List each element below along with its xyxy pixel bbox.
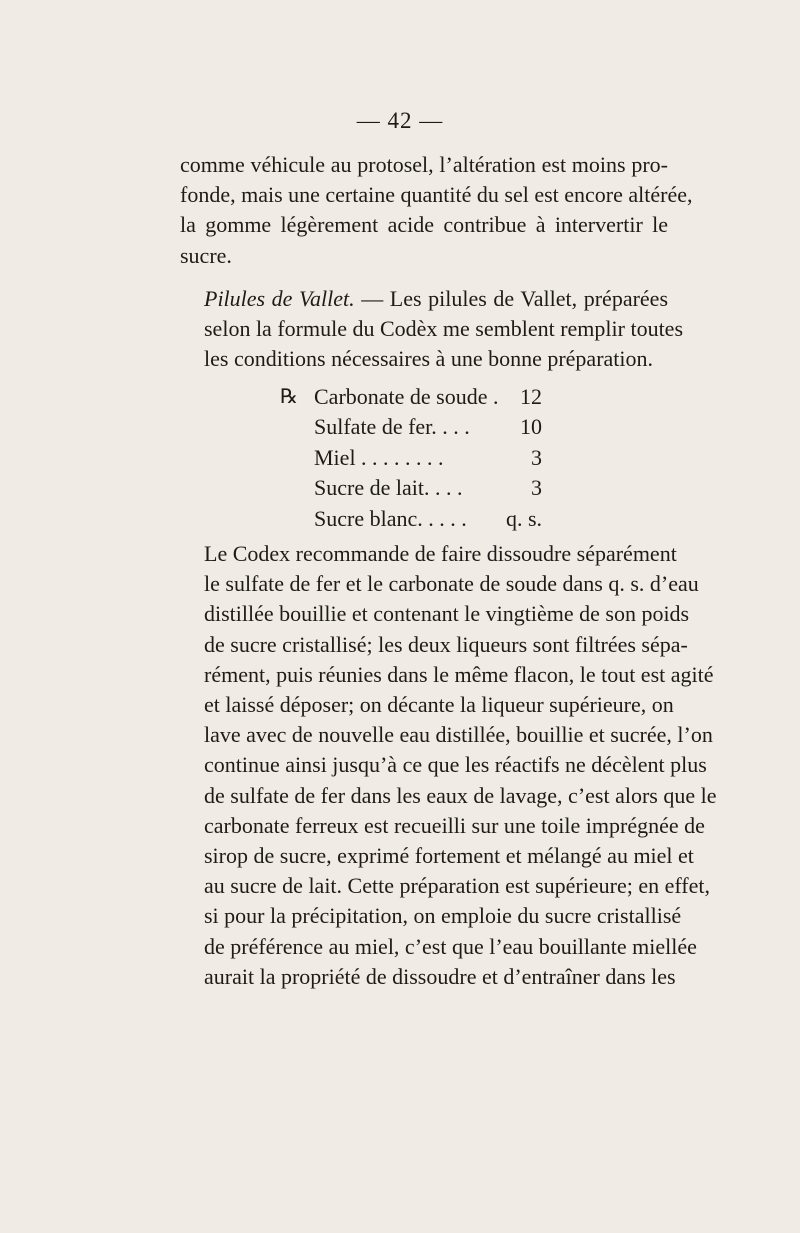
ingredient-quantity: 12 [520,384,542,409]
text-line: distillée bouillie et contenant le vingtième de son poids [204,601,690,627]
text-line: comme véhicule au protosel, l’altération est moins pro- [180,152,668,177]
recipe-symbol-icon: ℞ [280,386,298,408]
ingredient-quantity: 3 [531,475,542,501]
text-line: carbonate ferreux est recueilli sur une toile imprégnée de [204,812,705,838]
page-number: — 42 — [356,108,444,133]
text-line: si pour la précipitation, on emploie du sucre cristallisé [204,903,682,929]
recipe-row [280,473,552,503]
ingredient-name: Miel . . . . . . . . [314,444,444,470]
paragraph-codex-method [180,539,717,992]
text-line: le sulfate de fer et le carbonate de soude dans q. s. d’eau [204,571,699,597]
ingredient-name: Carbonate de soude . [314,384,499,409]
ingredient-quantity: 10 [520,414,542,440]
text-line: sucre. [180,242,232,268]
text-line: continue ainsi jusqu’à ce que les réactifs ne décèlent plus [204,752,707,778]
text-line: la gomme légèrement acide contribue à intervertir le [180,212,668,238]
recipe-formula [280,382,552,534]
text-line: selon la formule du Codèx me semblent remplir toutes [204,316,684,342]
text-line: sirop de sucre, exprimé fortement et mélangé au miel et [204,843,694,869]
text-line: aurait la propriété de dissoudre et d’entraîner dans les [204,963,676,989]
text-line: au sucre de lait. Cette préparation est supérieure; en effet, [204,873,710,899]
section-heading: Pilules de Vallet. [204,286,355,311]
ingredient-name: Sucre blanc. . . . . [314,505,467,531]
recipe-row [280,382,552,412]
text-line: rément, puis réunies dans le même flacon, le tout est agité [204,661,714,687]
text-line: les conditions nécessaires à une bonne préparation. [204,346,654,372]
recipe-row [280,443,552,473]
ingredient-quantity: 3 [531,444,542,470]
text-line: et laissé déposer; on décante la liqueur supérieure, on [204,692,674,718]
text-line: de sucre cristallisé; les deux liqueurs sont filtrées sépa- [204,631,688,657]
recipe-row [280,412,552,442]
text-line: lave avec de nouvelle eau distillée, bouillie et sucrée, l’on [204,722,713,748]
recipe-row [280,504,552,534]
text-line: fonde, mais une certaine quantité du sel est encore altérée, [180,182,693,208]
ingredient-name: Sulfate de fer. . . . [314,414,470,440]
paragraph-protosel [180,150,693,271]
text-line: de sulfate de fer dans les eaux de lavage, c’est alors que le [204,782,717,808]
text-line: Le Codex recommande de faire dissoudre séparément [204,541,677,566]
ingredient-quantity: q. s. [505,505,542,531]
text-fragment: — Les pilules de Vallet, préparées [354,286,669,311]
text-line: de préférence au miel, c’est que l’eau bouillante miellée [204,933,697,959]
paragraph-pilules-vallet [180,284,684,375]
text-line [180,284,668,314]
ingredient-name: Sucre de lait. . . . [314,475,463,501]
